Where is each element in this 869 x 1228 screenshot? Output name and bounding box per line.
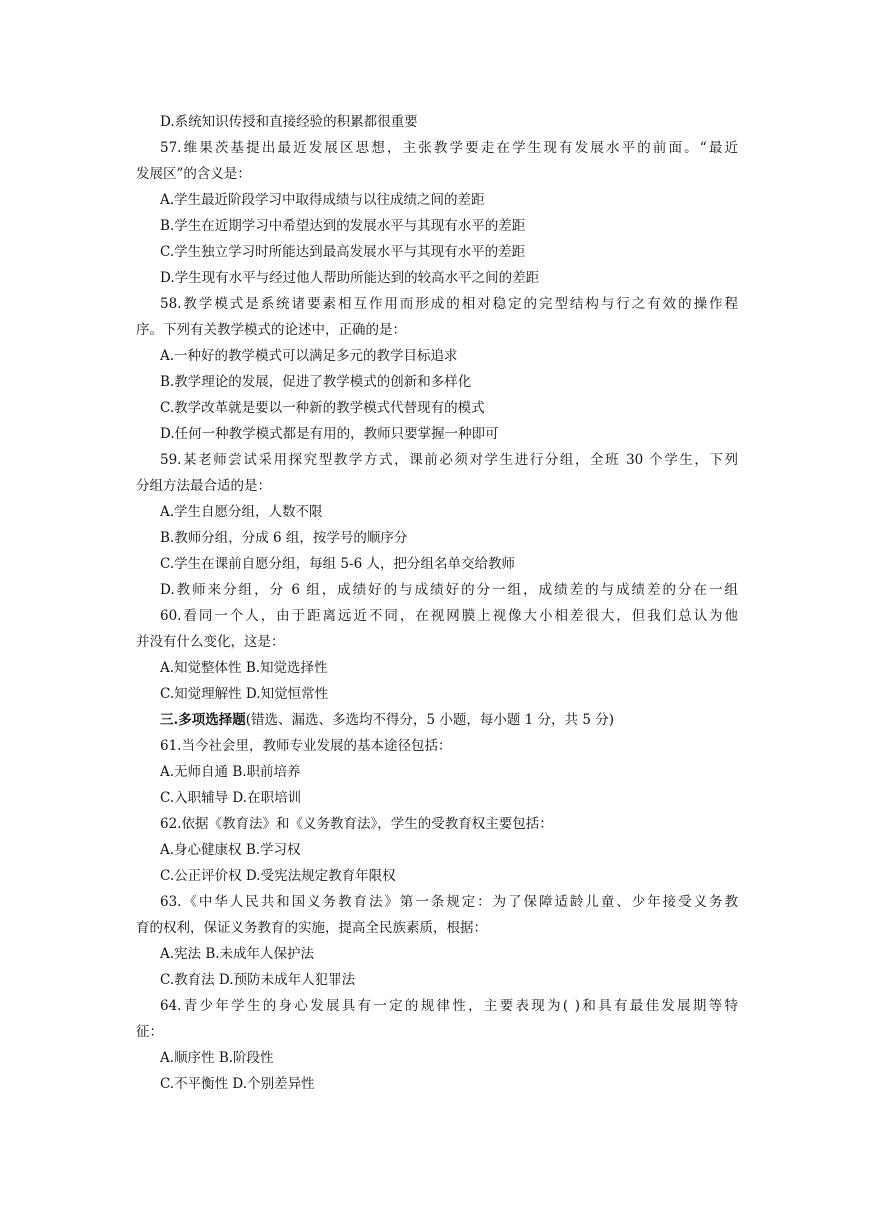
option-ab-q61: A.无师自通 B.职前培养 <box>160 764 301 780</box>
option-cd-q63: C.教育法 D.预防未成年人犯罪法 <box>160 972 356 988</box>
question-60-cont: 并没有什么变化，这是： <box>136 634 285 650</box>
option-d-q56: D.系统知识传授和直接经验的积累都很重要 <box>160 114 418 130</box>
option-c-q57: C.学生独立学习时所能达到最高发展水平与其现有水平的差距 <box>160 244 526 260</box>
option-ab-q63: A.宪法 B.未成年人保护法 <box>160 946 315 962</box>
option-ab-q60: A.知觉整体性 B.知觉选择性 <box>160 660 328 676</box>
option-cd-q61: C.入职辅导 D.在职培训 <box>160 790 302 806</box>
option-a-q58: A.一种好的教学模式可以满足多元的教学目标追求 <box>160 348 458 364</box>
option-b-q58: B.教学理论的发展，促进了教学模式的创新和多样化 <box>160 374 472 390</box>
option-d-q57: D.学生现有水平与经过他人帮助所能达到的较高水平之间的差距 <box>160 270 540 286</box>
question-64-cont: 征： <box>136 1024 163 1040</box>
question-63: 63.《中华人民共和国义务教育法》第一条规定：为了保障适龄儿童、少年接受义务教 <box>160 894 738 910</box>
question-58-cont: 序。下列有关教学模式的论述中，正确的是： <box>136 322 406 338</box>
option-c-q59: C.学生在课前自愿分组，每组 5-6 人，把分组名单交给教师 <box>160 556 515 572</box>
section-note: (错选、漏选、多选均不得分，5 小题，每小题 1 分，共 5 分) <box>245 712 614 728</box>
question-59-cont: 分组方法最合适的是： <box>136 478 271 494</box>
question-64: 64.青少年学生的身心发展具有一定的规律性，主要表现为( )和具有最佳发展期等特 <box>160 998 738 1014</box>
option-ab-q64: A.顺序性 B.阶段性 <box>160 1050 274 1066</box>
option-b-q57: B.学生在近期学习中希望达到的发展水平与其现有水平的差距 <box>160 218 526 234</box>
option-d-q58: D.任何一种教学模式都是有用的，教师只要掌握一种即可 <box>160 426 499 442</box>
option-cd-q64: C.不平衡性 D.个别差异性 <box>160 1076 315 1092</box>
section-title: 三.多项选择题 <box>160 712 246 728</box>
option-ab-q62: A.身心健康权 B.学习权 <box>160 842 301 858</box>
question-62: 62.依据《教育法》和《义务教育法》，学生的受教育权主要包括： <box>160 816 553 832</box>
question-59: 59.某老师尝试采用探究型教学方式，课前必须对学生进行分组，全班 30 个学生，下列 <box>160 452 738 468</box>
question-57-cont: 发展区”的含义是： <box>136 166 251 182</box>
question-61: 61.当今社会里，教师专业发展的基本途径包括： <box>160 738 452 754</box>
option-a-q59: A.学生自愿分组，人数不限 <box>160 504 323 520</box>
question-63-cont: 育的权利，保证义务教育的实施，提高全民族素质，根据： <box>136 920 487 936</box>
option-b-q59: B.教师分组，分成 6 组，按学号的顺序分 <box>160 530 408 546</box>
option-a-q57: A.学生最近阶段学习中取得成绩与以往成绩之间的差距 <box>160 192 485 208</box>
document-body <box>136 109 738 1097</box>
option-cd-q62: C.公正评价权 D.受宪法规定教育年限权 <box>160 868 396 884</box>
option-d-q59: D.教师来分组，分 6 组，成绩好的与成绩好的分一组，成绩差的与成绩差的分在一组 <box>160 582 738 598</box>
question-57: 57.维果茨基提出最近发展区思想，主张教学要走在学生现有发展水平的前面。“最近 <box>160 140 738 156</box>
question-58: 58.教学模式是系统诸要素相互作用而形成的相对稳定的完型结构与行之有效的操作程 <box>160 296 738 312</box>
question-60: 60.看同一个人，由于距离远近不同，在视网膜上视像大小相差很大，但我们总认为他 <box>160 608 738 624</box>
option-c-q58: C.教学改革就是要以一种新的教学模式代替现有的模式 <box>160 400 485 416</box>
option-cd-q60: C.知觉理解性 D.知觉恒常性 <box>160 686 329 702</box>
section-heading <box>136 707 738 733</box>
